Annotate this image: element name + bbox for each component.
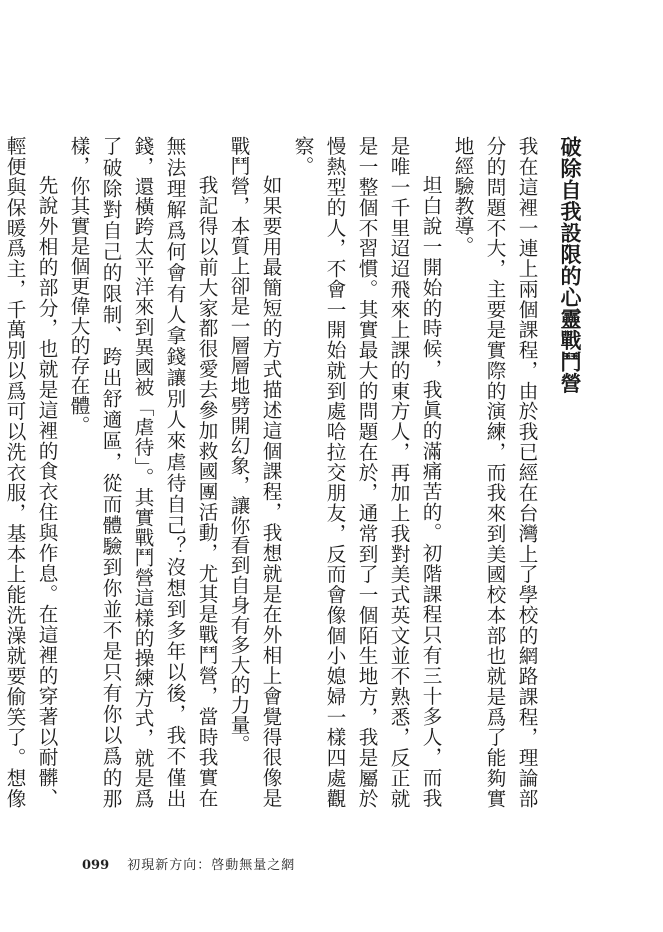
paragraph-2: 坦白說一開始的時候，我眞的滿痛苦的。初階課程只有三十多人，而我是唯一千里迢迢飛來上課的東方人，再加上我對美式英文並不熟悉，反正就是一整個不習慣。其實最大的問題在於，通常到了一個陌生地方，我是屬於慢熱型的人，不會一開始就到處哈拉交朋友，反而會像個小媳婦一樣四處觀察。: [291, 136, 442, 808]
page-number: 099: [82, 858, 110, 873]
vertical-text-block: [3, 136, 586, 808]
paragraph-3: 如果要用最簡短的方式描述這個課程，我想就是在外相上會覺得很像是戰鬥營，本質上卻是一層層地劈開幻象，讓你看到自身有多大的力量。: [227, 136, 282, 808]
section-heading: 破除自我設限的心靈戰鬥營: [558, 136, 582, 394]
paragraph-1: 我在這裡一連上兩個課程，由於我已經在台灣上了學校的網路課程，理論部分的問題不大，主要是實際的演練，而我來到美國校本部也就是爲了能夠實地經驗教導。: [451, 136, 538, 808]
paragraph-4: 我記得以前大家都很愛去參加救國團活動，尤其是戰鬥營，當時我實在無法理解爲何會有人拿錢讓別人來虐待自己？沒想到多年以後，我不僅出錢，還橫跨太平洋來到異國被「虐待」。其實戰鬥營這樣的操練方式，就是爲了破除對自己的限制、跨出舒適區，從而體驗到你並不是只有你以爲的那樣，你其實是個更偉大的存在體。: [67, 136, 218, 808]
paragraph-5: 先說外相的部分，也就是這裡的食衣住與作息。在這裡的穿著以耐髒、輕便與保暖爲主，千萬別以爲可以洗衣服，基本上能洗澡就要偷笑了。想像: [3, 136, 58, 808]
running-book-title: 初現新方向：啓動無量之網: [127, 858, 296, 873]
page-footer: [82, 854, 295, 873]
